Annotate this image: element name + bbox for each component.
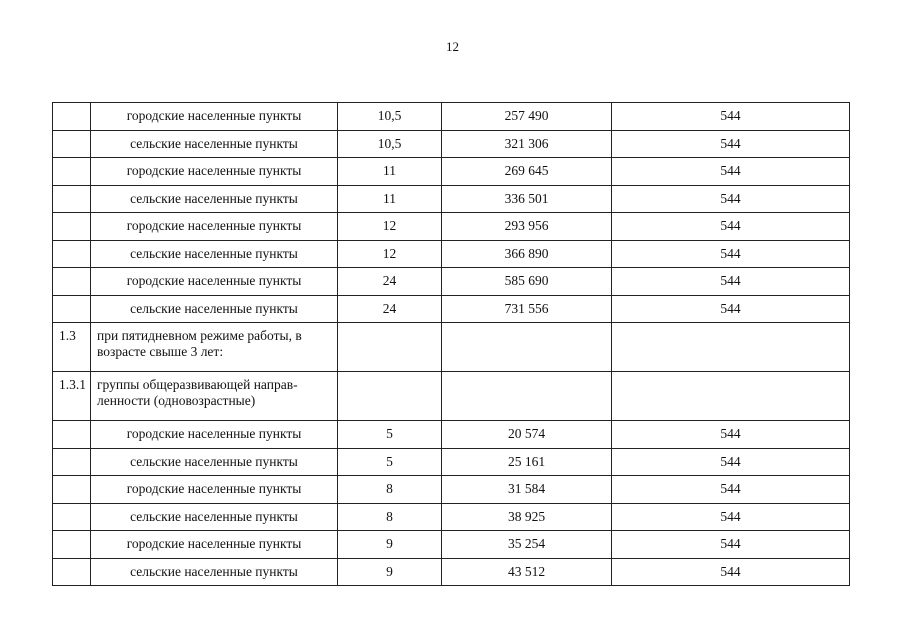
value-cell: 544 <box>612 448 850 476</box>
table-row <box>53 448 850 476</box>
settlement-type-cell: городские населенные пункты <box>91 476 338 504</box>
row-number-cell <box>53 421 91 449</box>
settlement-type-cell: городские населенные пункты <box>91 213 338 241</box>
row-number-cell: 1.3 <box>53 323 91 372</box>
hours-cell: 9 <box>338 531 442 559</box>
hours-cell: 24 <box>338 295 442 323</box>
value-cell: 544 <box>612 130 850 158</box>
value-cell: 544 <box>612 558 850 586</box>
amount-cell: 321 306 <box>442 130 612 158</box>
row-number-cell <box>53 213 91 241</box>
hours-cell: 8 <box>338 503 442 531</box>
hours-cell <box>338 372 442 421</box>
table-row <box>53 531 850 559</box>
row-number-cell: 1.3.1 <box>53 372 91 421</box>
hours-cell: 12 <box>338 240 442 268</box>
settlement-type-cell: группы общеразвивающей направ-ленности (одновозрастные) <box>91 372 338 421</box>
section-row <box>53 372 850 421</box>
table-row <box>53 158 850 186</box>
value-cell: 544 <box>612 531 850 559</box>
settlement-type-cell: сельские населенные пункты <box>91 130 338 158</box>
amount-cell: 731 556 <box>442 295 612 323</box>
table-row <box>53 558 850 586</box>
row-number-cell <box>53 103 91 131</box>
settlement-type-cell: сельские населенные пункты <box>91 295 338 323</box>
settlement-type-cell: сельские населенные пункты <box>91 240 338 268</box>
table-row <box>53 240 850 268</box>
amount-cell: 366 890 <box>442 240 612 268</box>
value-cell: 544 <box>612 185 850 213</box>
hours-cell: 10,5 <box>338 130 442 158</box>
hours-cell: 5 <box>338 421 442 449</box>
table-row <box>53 185 850 213</box>
settlement-type-cell: сельские населенные пункты <box>91 558 338 586</box>
row-number-cell <box>53 185 91 213</box>
hours-cell: 9 <box>338 558 442 586</box>
rates-table <box>52 102 850 586</box>
table-row <box>53 213 850 241</box>
hours-cell: 10,5 <box>338 103 442 131</box>
amount-cell: 585 690 <box>442 268 612 296</box>
amount-cell: 293 956 <box>442 213 612 241</box>
amount-cell: 43 512 <box>442 558 612 586</box>
table-row <box>53 295 850 323</box>
value-cell: 544 <box>612 295 850 323</box>
value-cell: 544 <box>612 421 850 449</box>
value-cell: 544 <box>612 103 850 131</box>
row-number-cell <box>53 130 91 158</box>
amount-cell: 257 490 <box>442 103 612 131</box>
hours-cell: 24 <box>338 268 442 296</box>
value-cell: 544 <box>612 268 850 296</box>
amount-cell <box>442 372 612 421</box>
hours-cell: 11 <box>338 158 442 186</box>
settlement-type-cell: городские населенные пункты <box>91 421 338 449</box>
table-row <box>53 476 850 504</box>
value-cell: 544 <box>612 503 850 531</box>
hours-cell: 5 <box>338 448 442 476</box>
settlement-type-cell: при пятидневном режиме работы, в возрасте свыше 3 лет: <box>91 323 338 372</box>
settlement-type-cell: городские населенные пункты <box>91 268 338 296</box>
amount-cell: 336 501 <box>442 185 612 213</box>
value-cell: 544 <box>612 158 850 186</box>
value-cell: 544 <box>612 240 850 268</box>
row-number-cell <box>53 531 91 559</box>
value-cell <box>612 372 850 421</box>
amount-cell: 20 574 <box>442 421 612 449</box>
settlement-type-cell: городские населенные пункты <box>91 103 338 131</box>
amount-cell: 31 584 <box>442 476 612 504</box>
hours-cell: 12 <box>338 213 442 241</box>
value-cell: 544 <box>612 476 850 504</box>
value-cell <box>612 323 850 372</box>
settlement-type-cell: сельские населенные пункты <box>91 503 338 531</box>
hours-cell: 11 <box>338 185 442 213</box>
amount-cell: 269 645 <box>442 158 612 186</box>
row-number-cell <box>53 558 91 586</box>
settlement-type-cell: городские населенные пункты <box>91 531 338 559</box>
settlement-type-cell: сельские населенные пункты <box>91 448 338 476</box>
value-cell: 544 <box>612 213 850 241</box>
section-row <box>53 323 850 372</box>
row-number-cell <box>53 295 91 323</box>
table-row <box>53 130 850 158</box>
row-number-cell <box>53 158 91 186</box>
amount-cell <box>442 323 612 372</box>
row-number-cell <box>53 476 91 504</box>
table-row <box>53 421 850 449</box>
row-number-cell <box>53 503 91 531</box>
hours-cell <box>338 323 442 372</box>
table-row <box>53 503 850 531</box>
table-row <box>53 103 850 131</box>
table-row <box>53 268 850 296</box>
hours-cell: 8 <box>338 476 442 504</box>
row-number-cell <box>53 448 91 476</box>
row-number-cell <box>53 268 91 296</box>
settlement-type-cell: сельские населенные пункты <box>91 185 338 213</box>
amount-cell: 35 254 <box>442 531 612 559</box>
rates-table-body <box>53 103 850 586</box>
page-number: 12 <box>446 39 459 54</box>
settlement-type-cell: городские населенные пункты <box>91 158 338 186</box>
amount-cell: 38 925 <box>442 503 612 531</box>
amount-cell: 25 161 <box>442 448 612 476</box>
row-number-cell <box>53 240 91 268</box>
